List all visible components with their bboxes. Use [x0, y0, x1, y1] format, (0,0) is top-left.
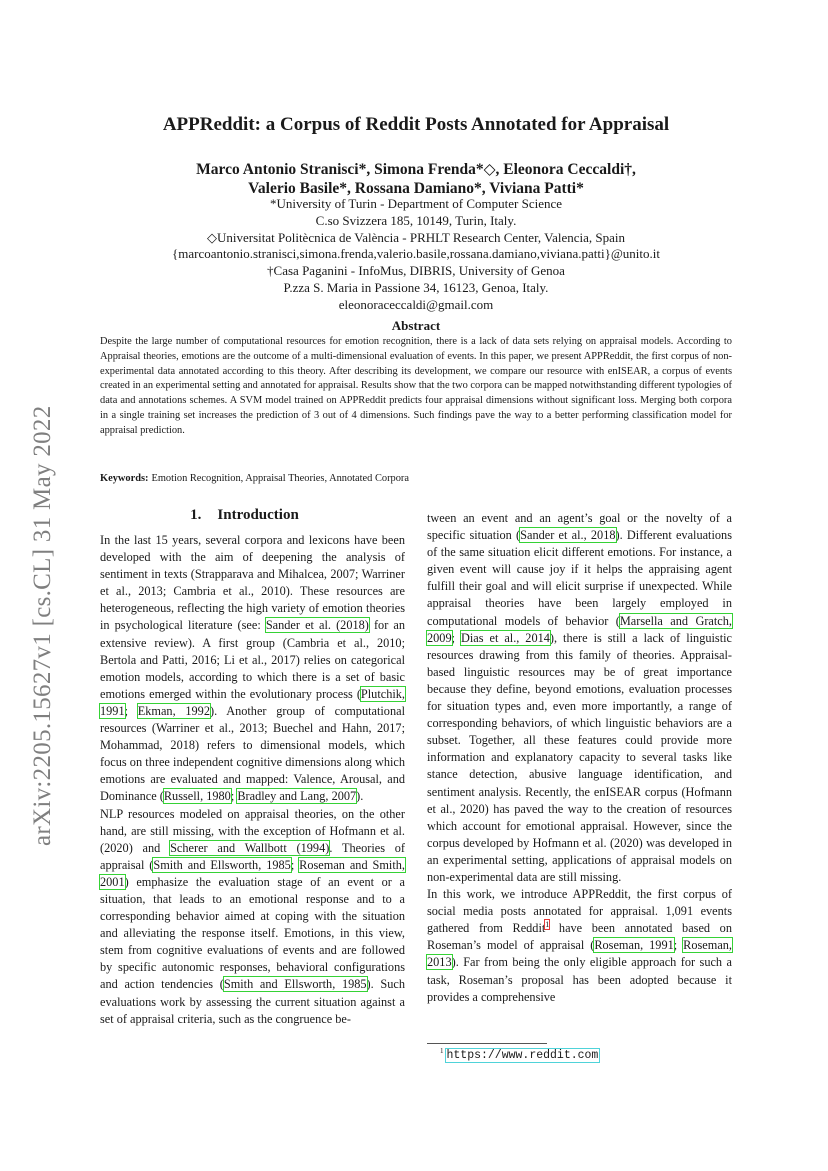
affiliation-email: eleonoraceccaldi@gmail.com: [338, 296, 494, 312]
section-heading: [100, 507, 405, 524]
paragraph: [100, 806, 405, 1028]
text-run: tween an event and an agent’s goal or the novelty of a specific situation (: [427, 511, 732, 543]
section-number: 1.: [190, 507, 202, 523]
paragraph: [100, 532, 405, 806]
keywords: [100, 473, 732, 484]
right-column: [427, 510, 732, 1006]
affiliation-line: *University of Turin - Department of Computer Science: [269, 196, 563, 211]
text-run: ). Another group of computational resources (Warriner et al., 2013; Buechel and Hahn, 2017; Mohammad, 2018) refers to dimensional models, which focus on three independent cognitive dimensions along which emotions are evaluated and mapped: Valence, Arousal, and Dominance (: [100, 703, 405, 804]
affiliations: [100, 196, 732, 314]
paragraph: [427, 886, 732, 1006]
citation-link[interactable]: Roseman and Smith, 2001: [100, 857, 405, 889]
text-run: NLP resources modeled on appraisal theories, on the other hand, are still missing, with the exception of Hofmann et al. (2020) and: [100, 806, 405, 855]
text-run: ). Such evaluations work by assessing the current situation against a set of appraisal criteria, such as the congruence be-: [100, 977, 405, 1026]
footnote-url-link[interactable]: https://www.reddit.com: [446, 1048, 599, 1062]
affiliation-line: P.zza S. Maria in Passione 34, 16123, Genoa, Italy.: [283, 279, 549, 295]
affiliation-line: C.so Svizzera 185, 10149, Turin, Italy.: [315, 212, 517, 228]
citation-link[interactable]: Ekman, 1992: [137, 703, 210, 718]
paper-title: APPReddit: a Corpus of Reddit Posts Annotated for Appraisal: [162, 114, 670, 135]
text-run: . Theories of appraisal (: [100, 840, 406, 872]
text-run: ). Far from being the only eligible approach for such a task, Roseman’s proposal has been adopted because it provides a comprehensive: [427, 955, 732, 1004]
citation-link[interactable]: Sander et al., 2018: [520, 528, 616, 543]
text-run: ;: [673, 938, 684, 953]
citation-link[interactable]: Bradley and Lang, 2007: [237, 789, 357, 804]
citation-link[interactable]: Roseman, 1991: [594, 938, 674, 953]
text-run: ;: [230, 789, 238, 804]
text-run: ;: [451, 630, 461, 645]
abstract-heading: Abstract: [391, 318, 441, 333]
footnote-divider: [427, 1043, 547, 1044]
abstract-text: Despite the large number of computational resources for emotion recognition, there is a lack of data sets relying on appraisal models. According to Appraisal theories, emotions are the outcome of a multi-dimensional evaluation of events. In this paper, we present APPReddit, the first corpus of non-experimental data annotated according to this theory. After describing its development, we compare our resource with enISEAR, a corpus of events created in an experimental setting and annotated for appraisal. Results show that the two corpora can be mapped notwithstanding different typologies of data and annotations schemes. A SVM model trained on APPReddit predicts four appraisal dimensions without significant loss. Merging both corpora in a single training set increases the prediction of 3 out of 4 dimensions. Such findings pave the way to a better performing classification model for appraisal prediction.: [100, 336, 732, 436]
author-line-2: Valerio Basile*, Rossana Damiano*, Viviana Patti*: [248, 180, 584, 197]
citation-link[interactable]: Smith and Ellsworth, 1985: [223, 977, 367, 992]
citation-link[interactable]: Smith and Ellsworth, 1985: [153, 857, 291, 872]
citation-link[interactable]: Plutchik, 1991: [100, 686, 405, 718]
text-run: have been annotated based on Roseman’s model of appraisal (: [427, 921, 732, 953]
text-run: ), there is still a lack of linguistic resources drawing from this family of theories. Appraisal-based linguistic resources may be of great importance because they define, beyond emotions, evaluation processes for situation types and, even more importantly, a range of corresponding behaviors, of which linguistic behaviors are a subset. Together, all these features could provide more information and explanatory capacity to several tasks like stance detection, abusive language identification, and sentiment analysis. Recently, the enISEAR corpus (Hofmann et al., 2020) has paved the way to the creation of resources which account for emotional appraisal. However, since the corpus developed by Hofmann et al. (2020) was developed in an experimental setting, applications of appraisal models on non-experimental data are still missing.: [427, 630, 732, 884]
affiliation-line: ◇Universitat Politècnica de València - PRHLT Research Center, Valencia, Spain: [206, 229, 626, 245]
text-run: ). Different evaluations of the same situation elicit different emotions. For instance, a given event will cause joy if it helps the appraising agent fulfill their goal and will elicit surprise if unexpected. While appraisal theories have been largely employed in computational models of behavior (: [427, 528, 732, 628]
keywords-text: Emotion Recognition, Appraisal Theories, Annotated Corpora: [151, 473, 409, 484]
text-run: for an extensive review). A first group (Cambria et al., 2010; Bertola and Patti, 2016; Li et al., 2017) relies on categorical emotion models, according to which there is a set of basic emotions emerged within the evolutionary process (: [100, 618, 405, 701]
text-run: ;: [290, 857, 300, 872]
footnote-ref-link[interactable]: 1: [545, 920, 550, 930]
left-column: [100, 532, 405, 1028]
arxiv-side-stamp: arXiv:2205.15627v1 [cs.CL] 31 May 2022: [29, 405, 56, 846]
text-run: ;: [124, 703, 138, 718]
citation-link[interactable]: Scherer and Wallbott (1994): [170, 840, 330, 855]
section-title: Introduction: [217, 507, 299, 523]
footnote-mark: 1: [440, 1047, 444, 1055]
citation-link[interactable]: Roseman, 2013: [427, 938, 732, 970]
footnote: [440, 1047, 599, 1062]
paragraph: [427, 510, 732, 886]
text-run: ).: [356, 789, 364, 804]
citation-link[interactable]: Russell, 1980: [163, 789, 231, 804]
text-run: In the last 15 years, several corpora and lexicons have been developed with the aim of deepening the analysis of sentiment in texts (Strapparava and Mihalcea, 2007; Warriner et al., 2013; Cambria et al., 2010). These resources are heterogeneous, reflecting the high variety of emotion theories in psychological literature (see:: [100, 533, 405, 633]
author-line-1: Marco Antonio Stranisci*, Simona Frenda*◇, Eleonora Ceccaldi†,: [196, 161, 636, 178]
author-list: [100, 160, 732, 198]
keywords-label: Keywords:: [100, 473, 149, 484]
citation-link[interactable]: Marsella and Gratch, 2009: [427, 613, 732, 645]
text-run: In this work, we introduce APPReddit, the first corpus of social media posts annotated for appraisal. 1,091 events gathered from Reddit: [427, 887, 732, 936]
text-run: ) emphasize the evaluation stage of an event or a situation, that leads to an emotional response and to a corresponding behavior aimed at coping with the situation and alleviating the response itself. Emotions, in this view, stem from cognitive evaluations of events and are followed by specific autonomic responses, behavioral configurations and action tendencies (: [100, 874, 405, 992]
affiliation-line: {marcoantonio.stranisci,simona.frenda,valerio.basile,rossana.damiano,viviana.patti}@unito.it: [172, 246, 660, 262]
affiliation-line: †Casa Paganini - InfoMus, DIBRIS, University of Genoa: [267, 263, 565, 279]
citation-link[interactable]: Sander et al. (2018): [265, 618, 369, 633]
citation-link[interactable]: Dias et al., 2014: [460, 630, 550, 645]
